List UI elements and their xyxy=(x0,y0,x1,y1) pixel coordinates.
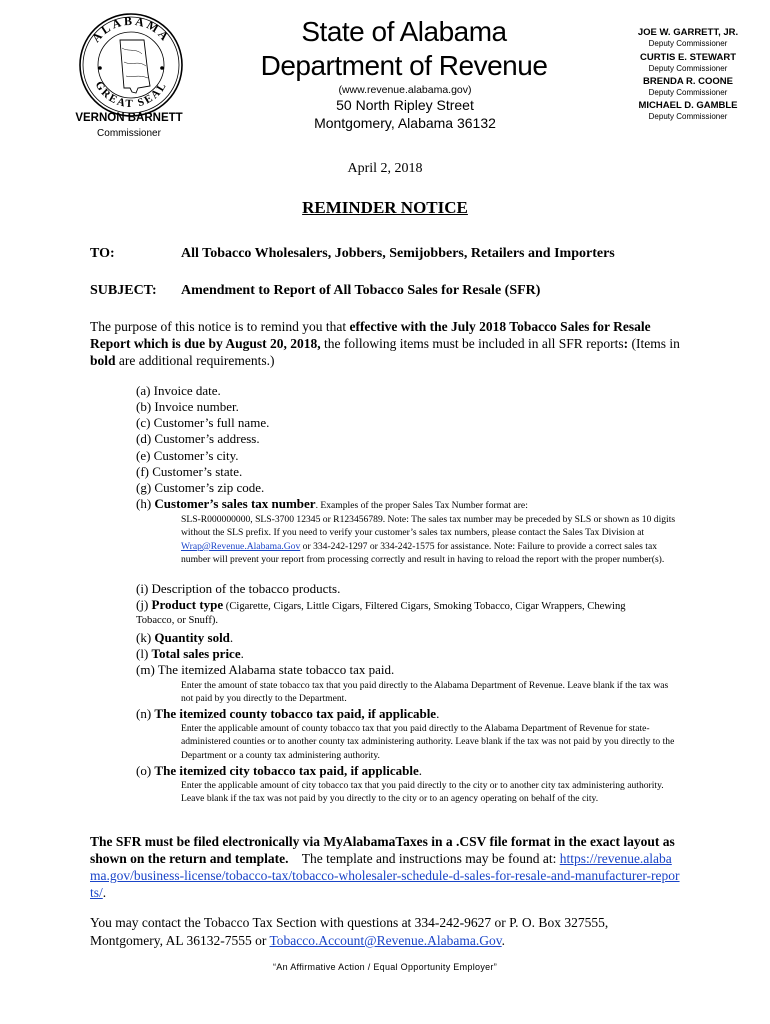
subject-value: Amendment to Report of All Tobacco Sales for Resale (SFR) xyxy=(181,283,541,298)
item-prefix: (o) xyxy=(136,763,155,778)
note-text: SLS-R000000000, SLS-3700 12345 or R123456789. Note: The sales tax number may be preceded by SLS or shown as 10 digits without the SLS prefix. If you need to verify your customer’s sales tax numbers, please contact the Sales Tax Division at xyxy=(181,514,676,539)
item-prefix: (l) xyxy=(136,646,152,661)
list-item-l xyxy=(136,646,244,662)
eeo-footer: “An Affirmative Action / Equal Opportunity Employer” xyxy=(272,962,498,972)
seal-text-top: ALABAMA xyxy=(88,13,174,45)
deputy-2 xyxy=(628,52,748,73)
contact-text: You may contact the Tobacco Tax Section with questions at 334-242-9627 or P. O. Box 327555, Montgomery, AL 36132-7555 or xyxy=(90,915,609,948)
to-recipients: All Tobacco Wholesalers, Jobbers, Semijobbers, Retailers and Importers xyxy=(181,246,615,261)
contact-paragraph xyxy=(90,914,682,950)
item-bold: The itemized county tobacco tax paid, if applicable xyxy=(154,706,437,721)
sales-tax-note xyxy=(181,513,679,567)
website: (www.revenue.alabama.gov) xyxy=(338,84,472,96)
deputy-title: Deputy Commissioner xyxy=(648,64,728,73)
list-item-a: (a) Invoice date. xyxy=(136,383,221,398)
notice-date: April 2, 2018 xyxy=(347,161,423,176)
deputy-4 xyxy=(628,100,748,121)
item-rest: . Examples of the proper Sales Tax Number format are: xyxy=(315,500,528,511)
list-item-h xyxy=(136,496,528,514)
address-line-2: Montgomery, Alabama 36132 xyxy=(314,115,496,131)
intro-text: the following items must be included in all SFR reports xyxy=(320,336,624,351)
deputy-name: CURTIS E. STEWART xyxy=(639,52,737,63)
intro-text: are additional requirements.) xyxy=(115,353,275,368)
svg-text:GREAT SEAL xyxy=(93,79,170,110)
deputy-title: Deputy Commissioner xyxy=(648,39,728,48)
seal-text-bottom: GREAT SEAL xyxy=(92,79,170,111)
item-bold: The itemized city tobacco tax paid, if applicable xyxy=(154,763,419,778)
item-prefix: (j) xyxy=(136,597,152,612)
list-item-b: (b) Invoice number. xyxy=(136,399,239,414)
item-bold: Product type xyxy=(151,597,224,612)
intro-paragraph xyxy=(90,318,682,369)
list-item-d: (d) Customer’s address. xyxy=(136,431,260,446)
item-bold: Total sales price xyxy=(151,646,241,661)
list-item-c: (c) Customer’s full name. xyxy=(136,415,270,430)
note-text: or 334-242-1297 or 334-242-1575 for assistance. Note: Failure to provide a correct sales tax number will prevent your report from processing correctly and result in having to reload the report with the proper number(s). xyxy=(181,540,665,566)
address-line-1: 50 North Ripley Street xyxy=(336,97,474,113)
item-rest: (Cigarette, Cigars, Little Cigars, Filtered Cigars, Smoking Tobacco, Cigar Wrappers, Chewing xyxy=(223,601,626,612)
deputy-1 xyxy=(628,27,748,48)
list-item-g: (g) Customer’s zip code. xyxy=(136,480,265,495)
deputy-3 xyxy=(628,76,748,97)
filing-end: . xyxy=(102,885,107,900)
list-item-e: (e) Customer’s city. xyxy=(136,448,239,463)
item-bold: Quantity sold xyxy=(154,630,230,645)
list-item-k xyxy=(136,630,233,646)
intro-text: The purpose of this notice is to remind you that xyxy=(90,319,350,334)
deputy-title: Deputy Commissioner xyxy=(648,112,728,121)
item-bold: Customer’s sales tax number xyxy=(154,496,316,511)
commissioner-title: Commissioner xyxy=(97,128,161,139)
item-rest: . xyxy=(436,706,440,721)
tobacco-email-link[interactable]: Tobacco.Account@Revenue.Alabama.Gov xyxy=(269,933,502,948)
template-instructions-link[interactable]: https://revenue.alabama.gov/business-license/tobacco-tax/tobacco-wholesaler-schedule-d-sales-for-resale-and-manufacturer-reports/ xyxy=(90,851,680,900)
county-tax-note: Enter the applicable amount of county tobacco tax that you paid directly to the Alabama Department of Revenue for state-administered counties or to another county tax administering authority. Leave blank if the tax was not paid by you directly to the Department or a county tax administering authority. xyxy=(181,723,675,761)
wrap-email-link[interactable]: Wrap@Revenue.Alabama.Gov xyxy=(181,540,301,552)
department-title: Department of Revenue xyxy=(260,50,548,81)
intro-colon: : xyxy=(623,336,629,351)
contact-end: . xyxy=(501,933,506,948)
notice-title: REMINDER NOTICE xyxy=(302,198,468,217)
item-prefix: (n) xyxy=(136,706,155,721)
list-item-n xyxy=(136,706,439,722)
filing-requirement: The SFR must be filed electronically via MyAlabamaTaxes in a .CSV file format in the exact layout as shown on the return and template. xyxy=(90,834,675,866)
state-title: State of Alabama xyxy=(301,16,507,47)
filing-paragraph xyxy=(90,833,682,901)
deputy-name: MICHAEL D. GAMBLE xyxy=(638,100,738,111)
deputy-title: Deputy Commissioner xyxy=(648,88,728,97)
intro-text: (Items in xyxy=(628,336,680,351)
list-item-m: (m) The itemized Alabama state tobacco tax paid. xyxy=(136,662,395,677)
alabama-great-seal xyxy=(78,12,184,118)
list-item-i: (i) Description of the tobacco products. xyxy=(136,581,341,596)
commissioner-name: VERNON BARNETT xyxy=(75,112,183,124)
list-item-o xyxy=(136,763,422,779)
subject-label: SUBJECT: xyxy=(90,283,157,298)
item-prefix: (k) xyxy=(136,630,155,645)
state-tax-note: Enter the amount of state tobacco tax that you paid directly to the Alabama Department of Revenue. Leave blank if the tax was not paid by you directly to the Department. xyxy=(181,680,669,705)
filing-text: The template and instructions may be found at: xyxy=(288,851,560,866)
intro-bold-deadline: effective with the July 2018 Tobacco Sales for Resale Report which is due by August 20, 2018, xyxy=(90,319,651,351)
item-rest: . xyxy=(229,630,234,645)
city-tax-note: Enter the applicable amount of city tobacco tax that you paid directly to the city or to another city tax administering authority. Leave blank if the tax was not paid by you directly to the city or to an agency operating on behalf of the city. xyxy=(181,780,664,805)
deputy-name: JOE W. GARRETT, JR. xyxy=(637,27,739,38)
item-rest: . xyxy=(240,646,244,661)
intro-bold-word: bold xyxy=(90,353,116,368)
deputy-name: BRENDA R. COONE xyxy=(643,76,733,87)
list-item-f: (f) Customer’s state. xyxy=(136,464,243,479)
item-prefix: (h) xyxy=(136,496,155,511)
list-item-j-continued: Tobacco, or Snuff). xyxy=(136,615,219,626)
item-rest: . xyxy=(418,763,422,778)
to-label: TO: xyxy=(90,246,115,261)
